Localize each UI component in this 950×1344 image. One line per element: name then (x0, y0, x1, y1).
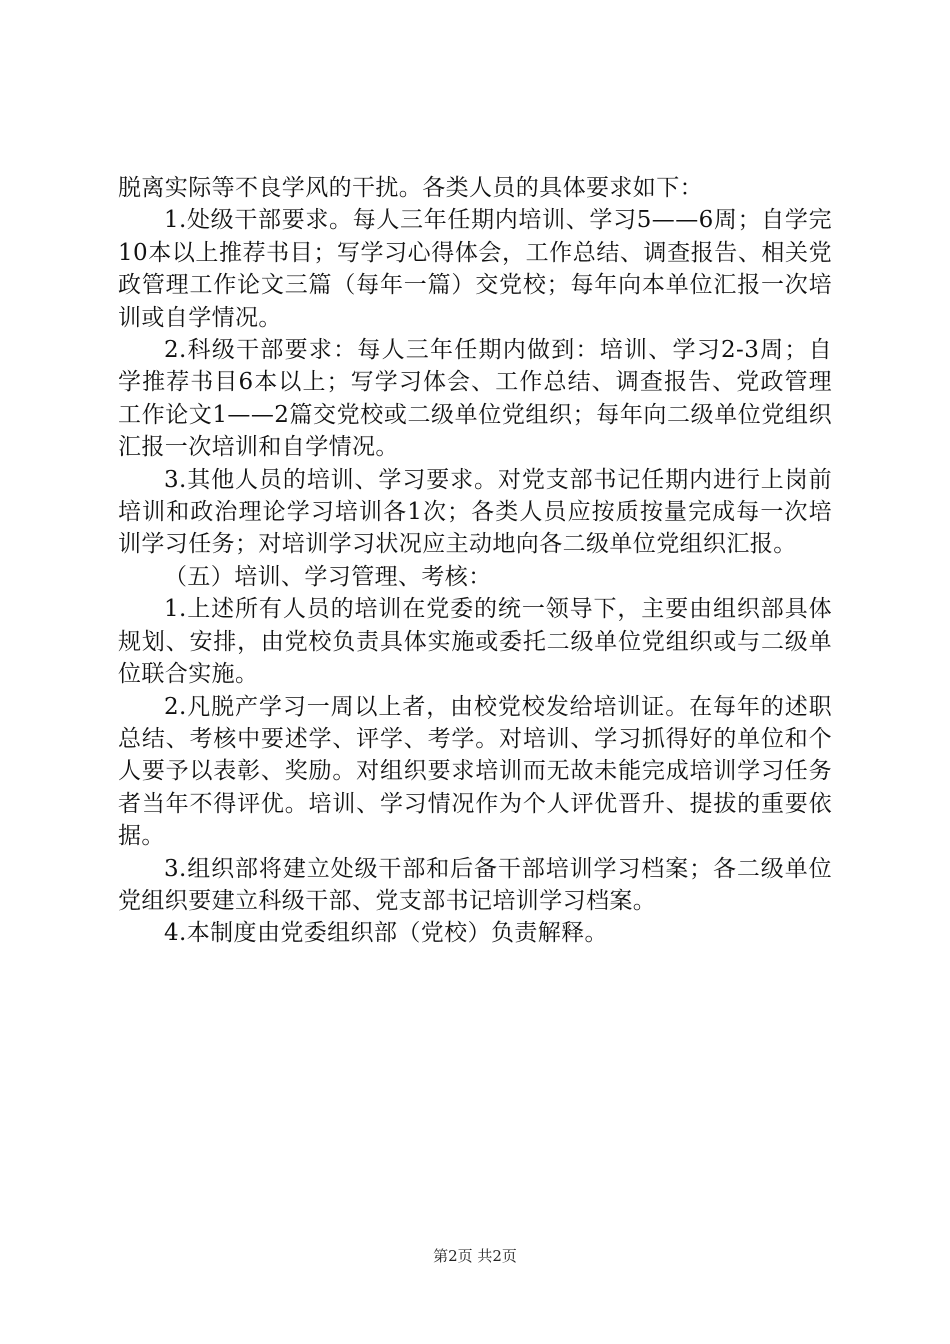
paragraph-item-5-4: 4.本制度由党委组织部（党校）负责解释。 (164, 920, 608, 947)
paragraph-continuation: 脱离实际等不良学风的干扰。各类人员的具体要求如下： (118, 175, 703, 201)
paragraph-item-5-3: 3.组织部将建立处级干部和后备干部培训学习档案；各二级单位党组织要建立科级干部、党支部书记培训学习档案。 (118, 855, 832, 914)
paragraph-item-5-1: 1.上述所有人员的培训在党委的统一领导下，主要由组织部具体规划、安排，由党校负责具体实施或委托二级单位党组织或与二级单位联合实施。 (118, 596, 832, 688)
paragraph-item-1: 1.处级干部要求。每人三年任期内培训、学习5——6周；自学完10本以上推荐书目；写学习心得体会，工作总结、调查报告、相关党政管理工作论文三篇（每年一篇）交党校；每年向本单位汇报一次培训或自学情况。 (118, 207, 832, 331)
document-body (118, 172, 832, 950)
paragraph-item-3: 3.其他人员的培训、学习要求。对党支部书记任期内进行上岗前培训和政治理论学习培训各1次；各类人员应按质按量完成每一次培训学习任务；对培训学习状况应主动地向各二级单位党组织汇报。 (118, 466, 832, 558)
section-heading-5: （五）培训、学习管理、考核： (164, 563, 492, 590)
page-number: 第2页 共2页 (433, 1247, 517, 1265)
page-footer (0, 1245, 950, 1266)
paragraph-item-2: 2.科级干部要求：每人三年任期内做到：培训、学习2-3周；自学推荐书目6本以上；写学习体会、工作总结、调查报告、党政管理工作论文1——2篇交党校或二级单位党组织；每年向二级单位党组织汇报一次培训和自学情况。 (118, 337, 832, 461)
paragraph-item-5-2: 2.凡脱产学习一周以上者，由校党校发给培训证。在每年的述职总结、考核中要述学、评学、考学。对培训、学习抓得好的单位和个人要予以表彰、奖励。对组织要求培训而无故未能完成培训学习任务者当年不得评优。培训、学习情况作为个人评优晋升、提拔的重要依据。 (118, 693, 832, 850)
